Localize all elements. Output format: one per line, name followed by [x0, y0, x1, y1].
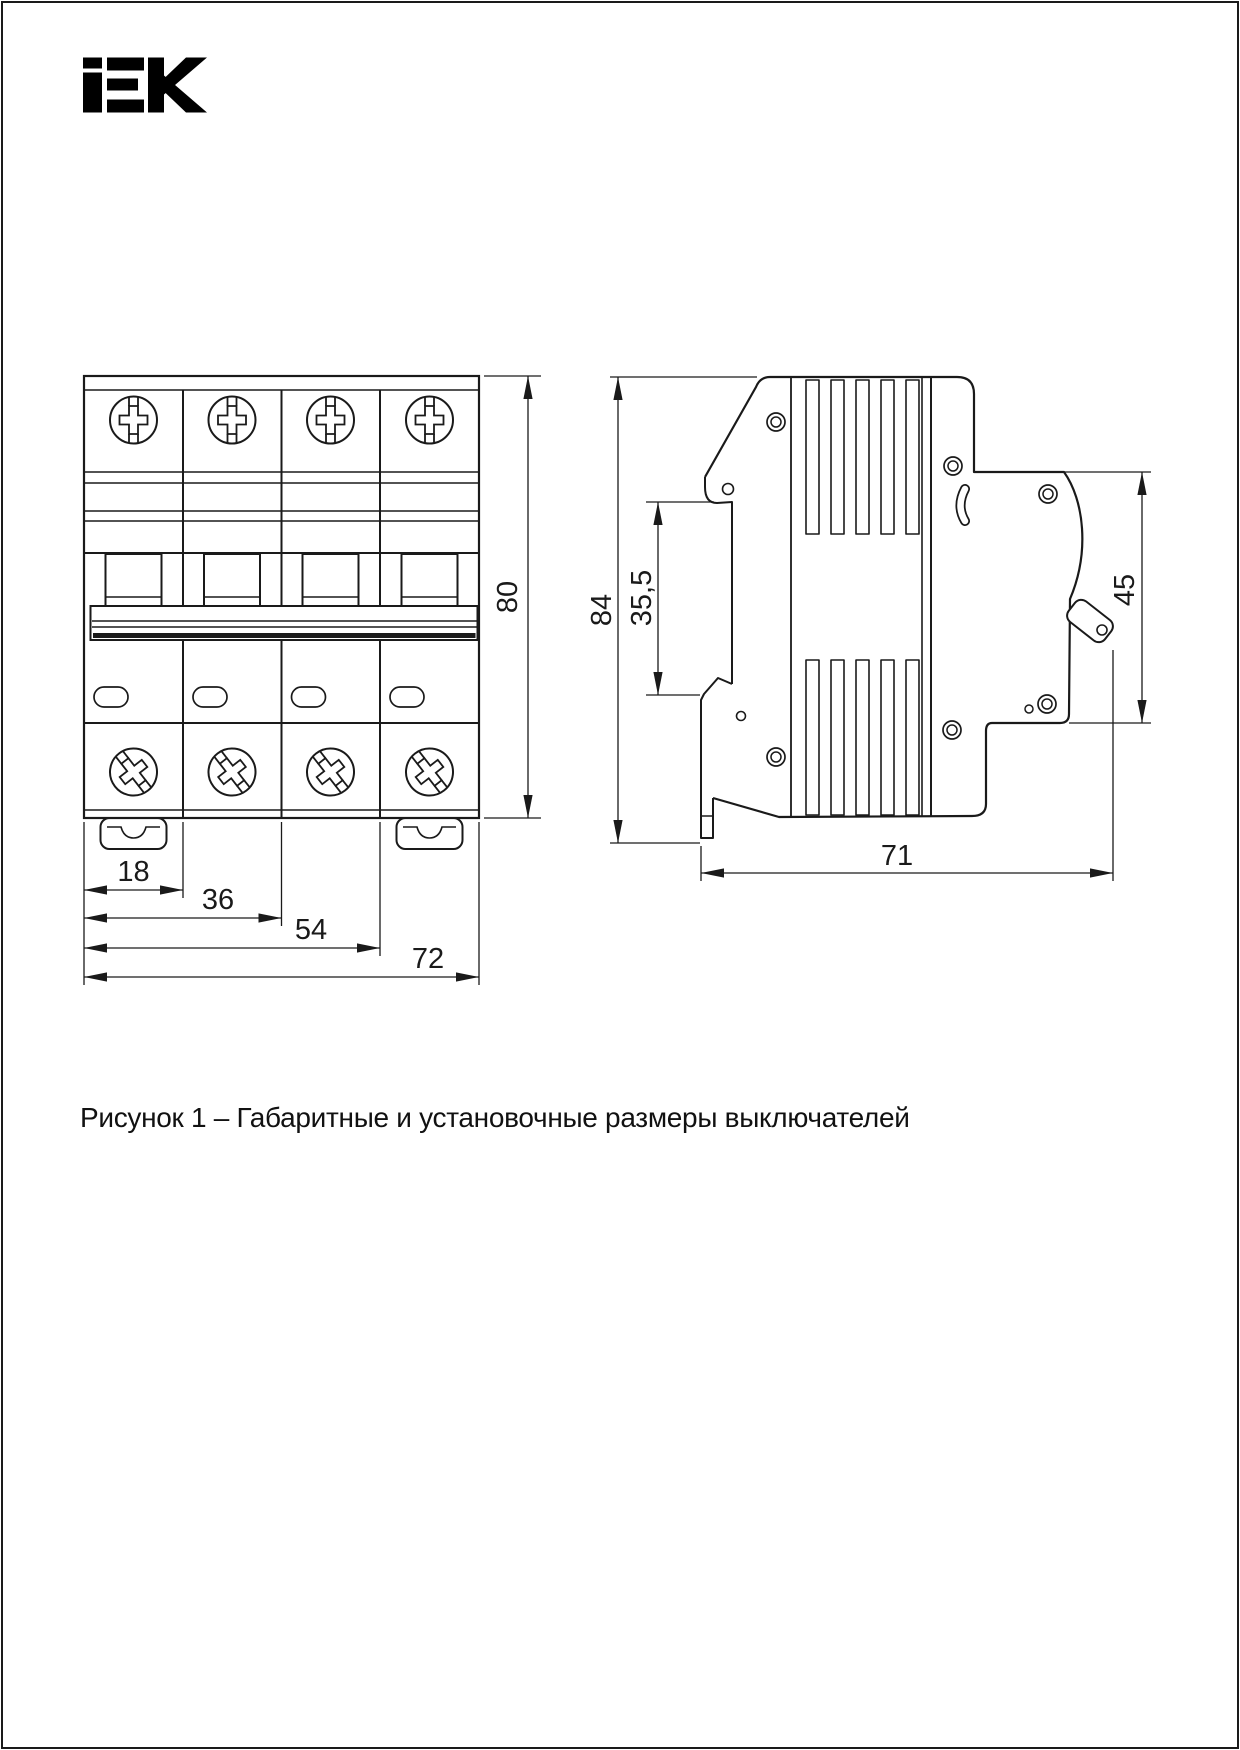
side-view-drawing [701, 377, 1116, 838]
kidney-slot [961, 489, 966, 521]
dim-label-three-pole-width: 54 [294, 914, 328, 946]
front-view-drawing [84, 376, 479, 849]
dimension-arrows [613, 377, 1146, 878]
vent-slots-bottom [806, 660, 919, 815]
dim-label-din-recess-height: 35,5 [626, 569, 658, 627]
dim-label-total-width: 72 [411, 943, 445, 975]
vent-slots-top [806, 380, 919, 534]
dim-label-front-face-height: 45 [1109, 573, 1141, 607]
dim-label-depth: 71 [880, 840, 914, 872]
dim-label-pole-width: 18 [117, 856, 150, 888]
dim-label-total-height: 84 [586, 593, 618, 627]
dimension-arrows [84, 376, 533, 982]
figure-caption: Рисунок 1 – Габаритные и установочные размеры выключателей [80, 1102, 910, 1133]
front-view-dimensions [84, 376, 541, 985]
dim-label-height: 80 [492, 580, 524, 614]
rivets [767, 413, 1057, 766]
latch-pin-hole [737, 712, 746, 721]
indicator-windows [94, 687, 424, 707]
din-latch [701, 678, 732, 838]
din-hook [705, 477, 732, 684]
dim-label-two-pole-width: 36 [201, 884, 235, 916]
side-face-lines [791, 377, 931, 817]
handle-tie-bar [91, 606, 478, 640]
latch-pin-hole [723, 484, 734, 495]
